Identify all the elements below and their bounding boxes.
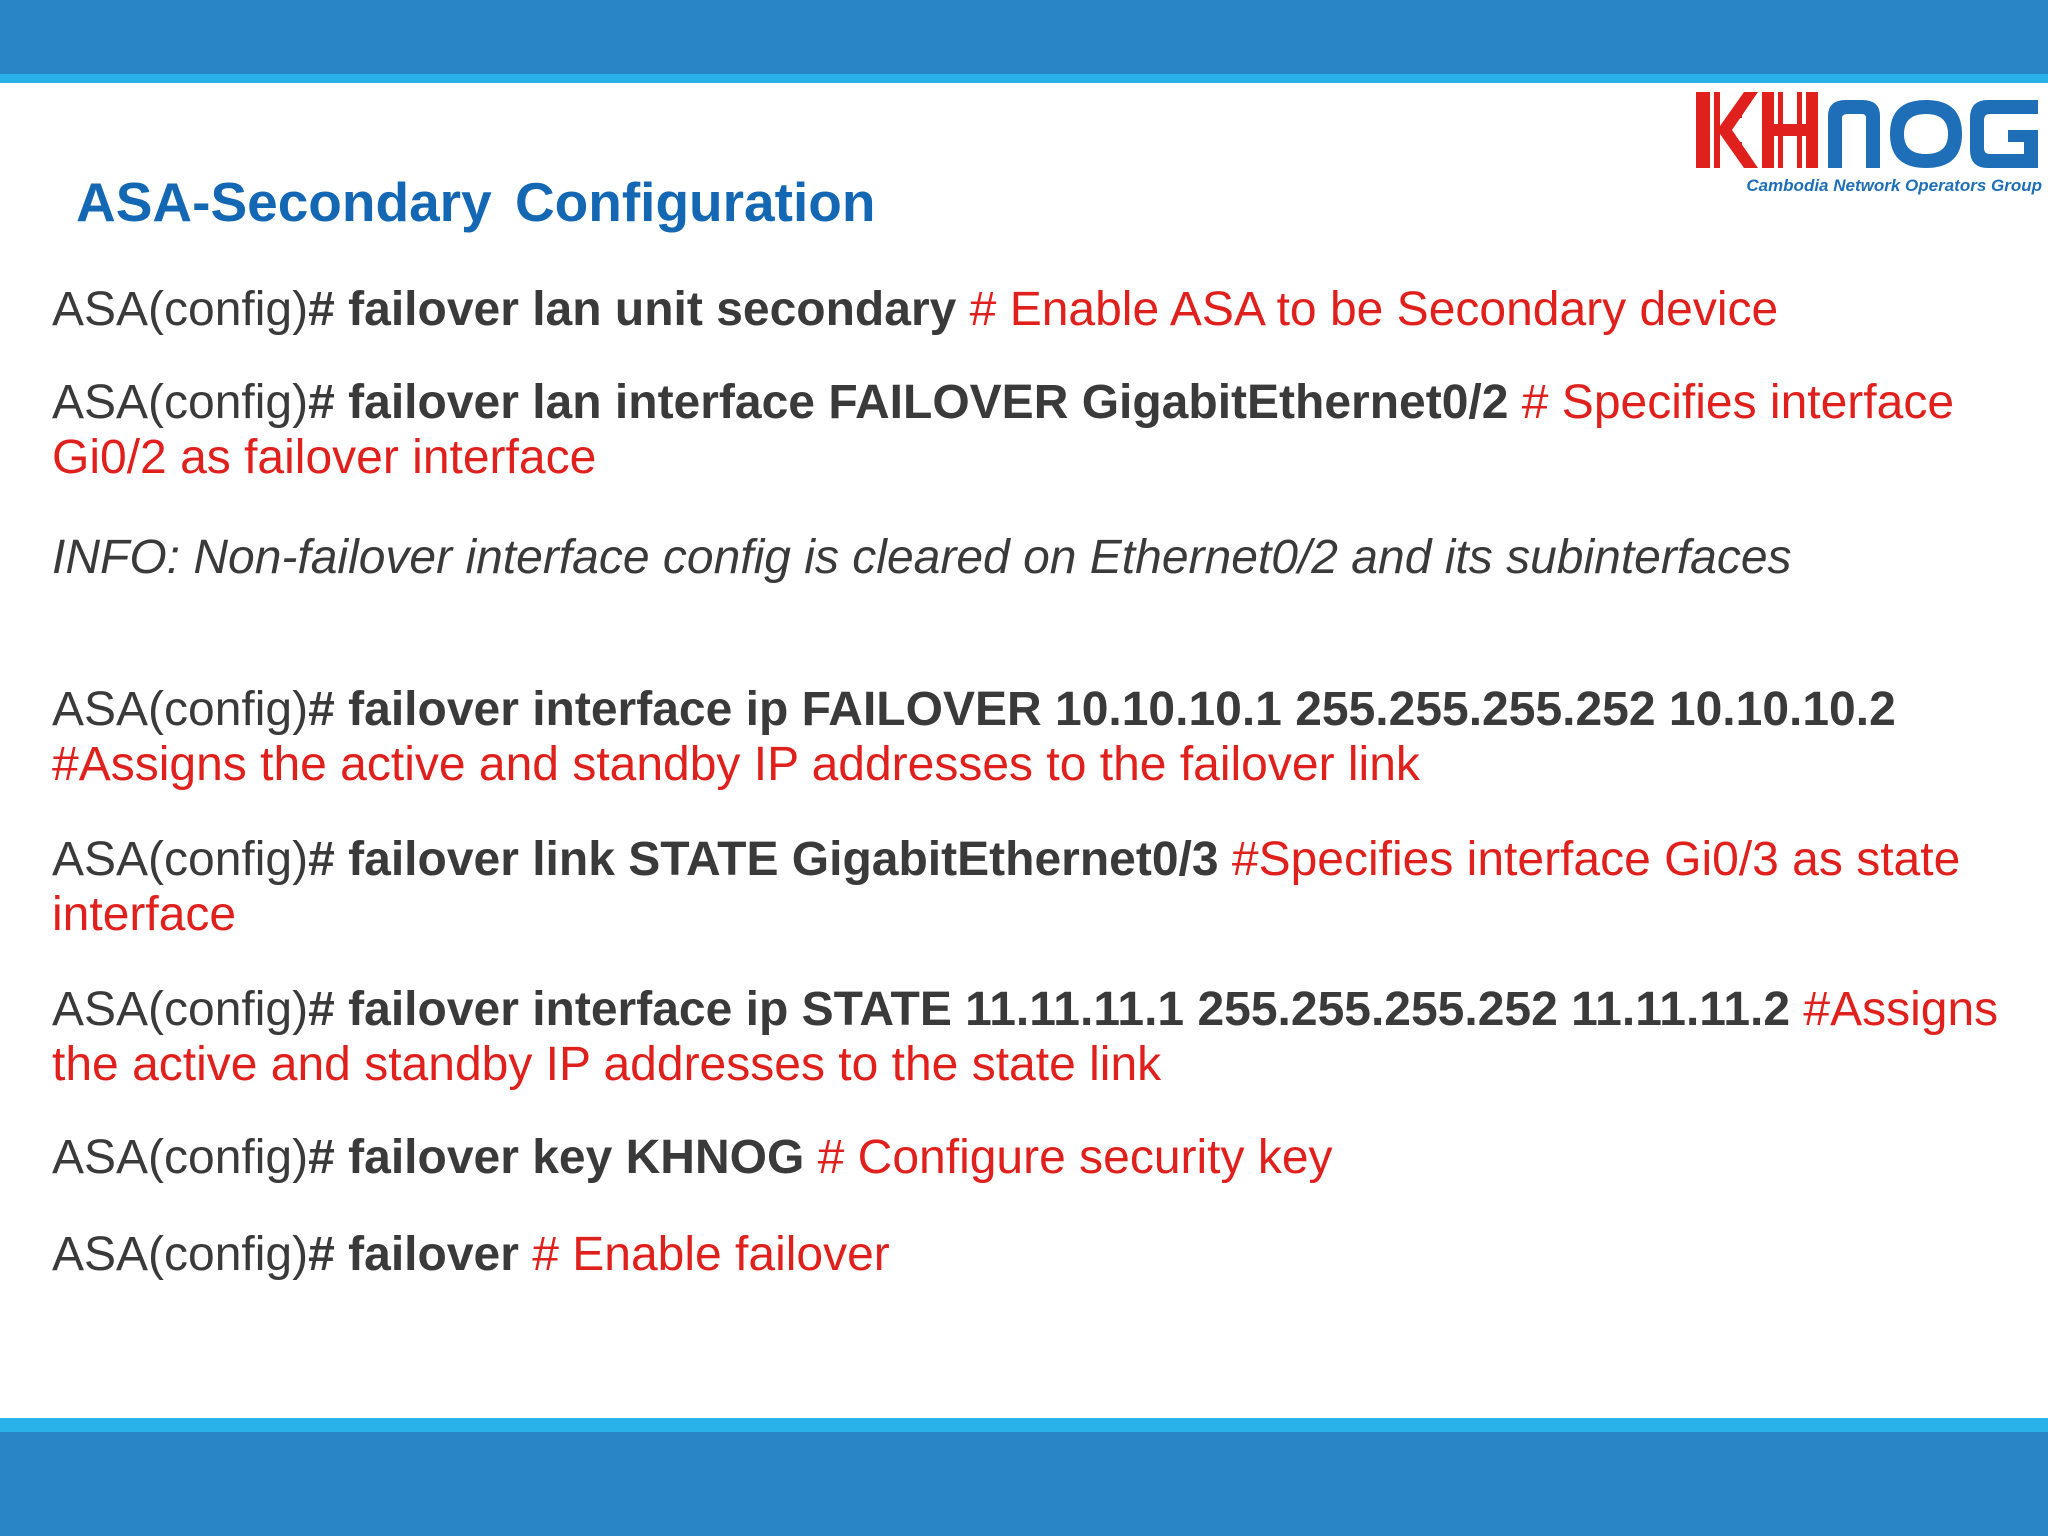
comment-text: #Assigns the active and standby IP addresses to the state link: [52, 983, 1999, 1091]
config-line: [52, 375, 2042, 485]
prompt-text: ASA(config): [52, 376, 309, 429]
config-line: [52, 1227, 890, 1282]
command-text: # failover key KHNOG: [308, 1131, 805, 1184]
footer-accent-line: [0, 1418, 2048, 1432]
comment-text: # Enable failover: [518, 1228, 890, 1281]
config-line: [52, 282, 1778, 337]
command-text: # failover lan unit secondary: [308, 283, 957, 336]
prompt-text: ASA(config): [52, 283, 309, 336]
khnog-logo: [1690, 86, 2042, 202]
prompt-text: ASA(config): [52, 983, 309, 1036]
logo-tagline: Cambodia Network Operators Group: [1746, 176, 2042, 195]
comment-text: #Assigns the active and standby IP addresses to the failover link: [52, 738, 1420, 791]
comment-text: #Specifies interface Gi0/3 as state interface: [52, 833, 1961, 941]
prompt-text: ASA(config): [52, 1228, 309, 1281]
config-line: [52, 832, 2042, 942]
command-text: # failover interface ip FAILOVER 10.10.10.1 255.255.255.252 10.10.10.2: [308, 683, 1896, 736]
command-text: # failover interface ip STATE 11.11.11.1 255.255.255.252 11.11.11.2: [308, 983, 1791, 1036]
command-text: # failover link STATE GigabitEthernet0/3: [308, 833, 1219, 886]
comment-text: # Enable ASA to be Secondary device: [956, 283, 1779, 336]
prompt-text: ASA(config): [52, 683, 309, 736]
config-line: [52, 982, 2042, 1092]
config-line: [52, 1130, 1333, 1185]
footer-bar: [0, 1432, 2048, 1536]
prompt-text: ASA(config): [52, 833, 309, 886]
prompt-text: ASA(config): [52, 1131, 309, 1184]
command-text: # failover: [308, 1228, 519, 1281]
khnog-logo-mark: [1690, 86, 2042, 176]
comment-text: # Configure security key: [804, 1131, 1333, 1184]
config-line: [52, 682, 2042, 792]
header-accent-line: [0, 74, 2048, 83]
slide-title: ASA-Secondary Configuration: [76, 171, 876, 233]
header-bar: [0, 0, 2048, 74]
comment-text: # Specifies interface Gi0/2 as failover interface: [52, 376, 1955, 484]
info-line: INFO: Non-failover interface config is cleared on Ethernet0/2 and its subinterfaces: [52, 531, 1792, 584]
command-text: # failover lan interface FAILOVER GigabitEthernet0/2: [308, 376, 1509, 429]
